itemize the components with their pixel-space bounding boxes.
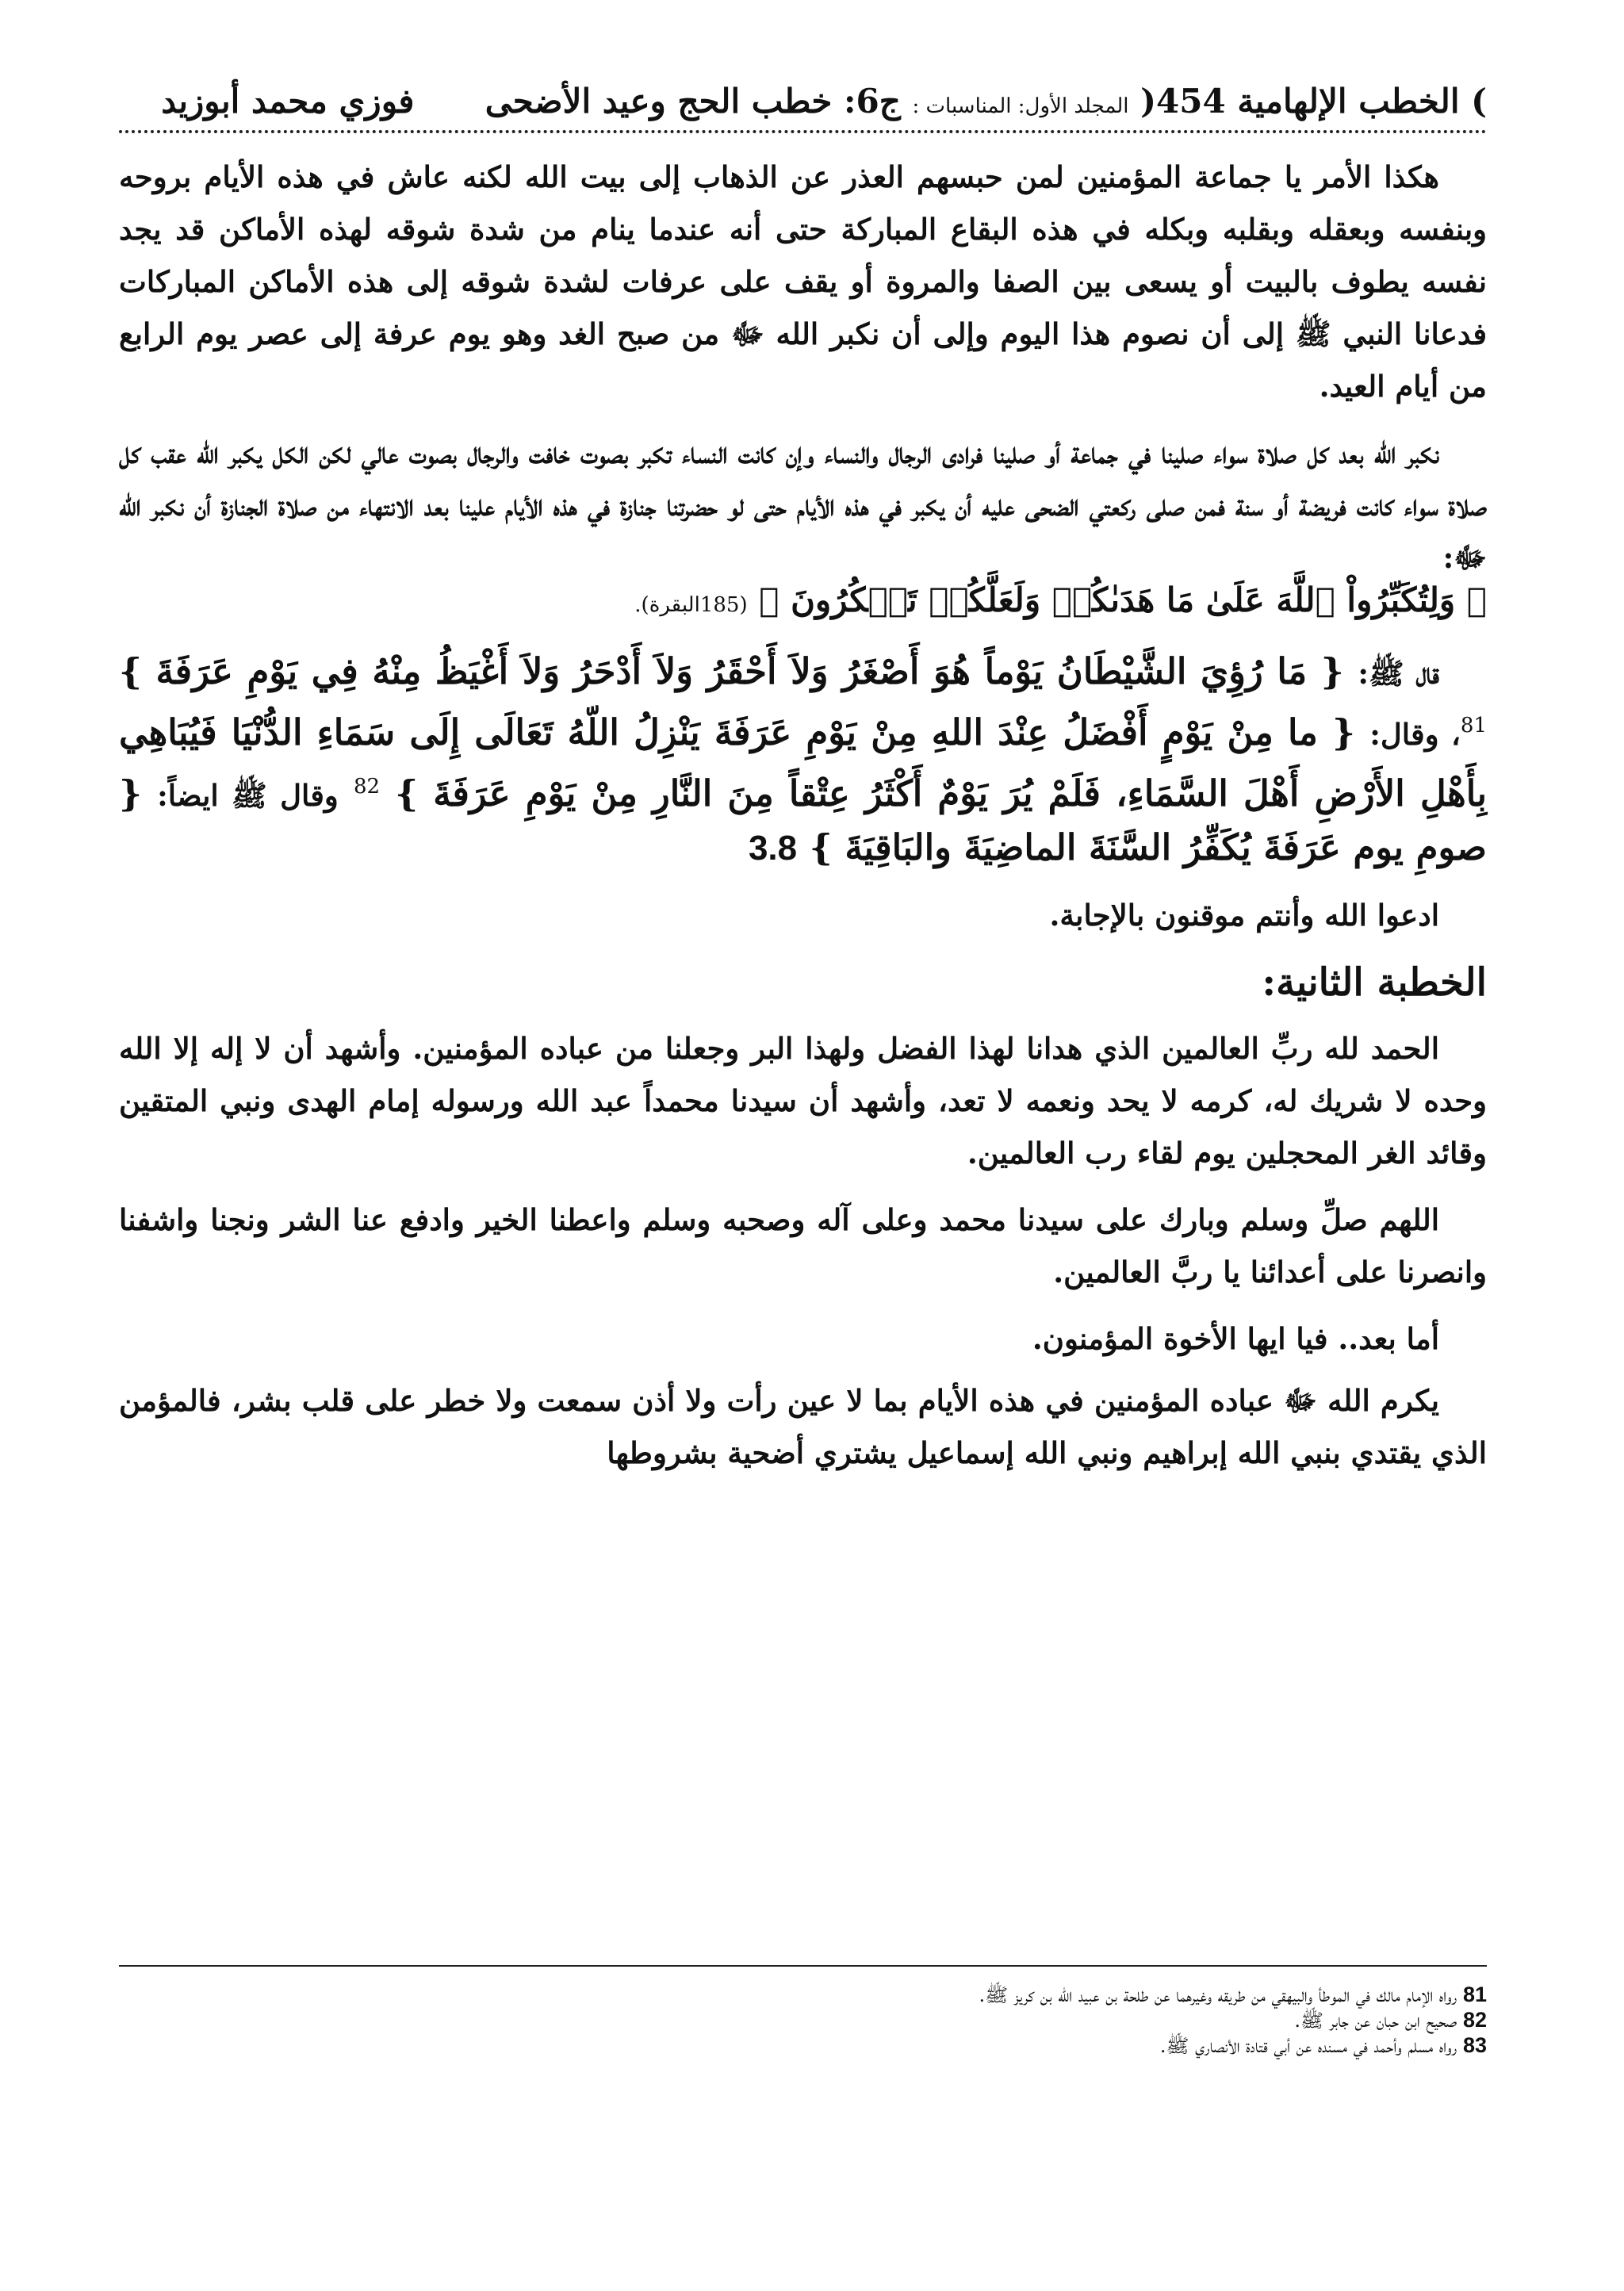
footnote-82: 82 صحيح ابن حبان عن جابر ﷺ. <box>1294 2008 1487 2032</box>
footnote-83: 83 رواه مسلم وأحمد في مسنده عن أبي قتادة الأنصاري ﷺ. <box>1159 2033 1487 2057</box>
quran-text: ﴿ وَلِتُكَبِّرُواْ ٱللَّهَ عَلَىٰ مَا هَدَىٰكُمۡ وَلَعَلَّكُمۡ تَشۡكُرُونَ ﴾ <box>759 580 1487 619</box>
paragraph-6: يكرم الله ﷻ عباده المؤمنين في هذه الأيام بما لا عين رأت ولا أذن سمعت ولا خطر على قلب بشر، فالمؤمن الذي يقتدي بنبي الله إبراهيم ونبي الله إسماعيل يشتري أضحية بشروطها <box>119 1383 1487 1470</box>
closing-line: ادعوا الله وأنتم موقنون بالإجابة. <box>1049 898 1439 933</box>
hadith-2: { ما مِنْ يَوْمٍ أَفْضَلُ عِنْدَ اللهِ مِنْ يَوْمِ عَرَفَةَ يَنْزِلُ اللّهُ تَعَالَى إِلَى سَمَاءِ الدُّنْيَا فَيُبَاهِي بِأَهْلِ الأَرْضِ أَهْلَ السَّمَاءِ، فَلَمْ يُرَ يَوْمٌ أَكْثَرُ عِتْقاً مِنَ النَّارِ مِنْ يَوْمِ عَرَفَةَ } <box>119 711 1487 814</box>
volume-label: المجلد الأول: المناسبات : <box>912 94 1129 118</box>
hadith-intro-1: قال ﷺ: <box>1358 656 1439 691</box>
hadith-intro-2: ، وقال: <box>1369 717 1461 752</box>
footnote-ref-83: 3.8 <box>748 829 798 868</box>
page-number: 454 <box>1156 82 1226 121</box>
footnote-ref-81: 81 <box>1460 714 1487 737</box>
paragraph-2: نكبر الله بعد كل صلاة سواء صلينا في جماعة أو صلينا فرادى الرجال والنساء وإن كانت النساء تكبر بصوت خافت والرجال بصوت عالي لكن الكل يكبر الله عقب كل صلاة سواء كانت فريضة أو سنة فمن صلى ركعتي الضحى عليه أن يكبر في هذه الأيام حتى لو حضرتنا جنازة في هذه الأيام علينا بعد الانتهاء من صلاة الجنازة أن نكبر الله ﷻ: <box>119 435 1487 575</box>
quran-verse <box>119 574 1487 631</box>
book-title: الخطب الإلهامية <box>1237 82 1460 121</box>
paragraph-1: هكذا الأمر يا جماعة المؤمنين لمن حبسهم العذر عن الذهاب إلى بيت الله لكنه عاش في هذه الأيام بروحه وبنفسه وبعقله وبقلبه وبكله في هذه البقاع المباركة حتى أنه عندما ينام من شدة شوقه لهذه الأماكن قد يجد نفسه يطوف بالبيت أو يسعى بين الصفا والمروة أو يقف على عرفات لشدة شوقه إلى هذه الأماكن المباركات فدعانا النبي ﷺ إلى أن نصوم هذا اليوم وإلى أن نكبر الله ﷻ من صبح الغد وهو يوم عرفة إلى عصر يوم الرابع من أيام العيد. <box>119 159 1487 404</box>
paragraph-3: الحمد لله ربِّ العالمين الذي هدانا لهذا الفضل ولهذا البر وجعلنا من عباده المؤمنين. وأشهد أن لا إله إلا الله وحده لا شريك له، كرمه لا يحد ونعمه لا تعد، وأشهد أن سيدنا محمداً عبد الله ورسوله إمام الهدى ونبي المتقين وقائد الغر المحجلين يوم لقاء رب العالمين. <box>119 1031 1487 1170</box>
hadith-block <box>119 646 1487 875</box>
footnote-81: 81 رواه الإمام مالك في الموطأ والبيهقي من طريقه وغيرهما عن طلحة بن عبيد الله بن كريز ﷺ. <box>979 1983 1487 2006</box>
main-content <box>119 151 1487 1493</box>
footnote-divider <box>119 1965 1487 1967</box>
hadith-3: { صومِ يوم عَرَفَةَ يُكَفِّرُ السَّنَةَ الماضِيَةَ والبَاقِيَةَ } <box>119 772 1487 868</box>
hadith-intro-3: وقال ﷺ ايضاً: <box>157 778 339 813</box>
paragraph-5: أما بعد.. فيا ايها الأخوة المؤمنون. <box>1032 1321 1439 1356</box>
hadith-1: { مَا رُؤِيَ الشَّيْطَانُ يَوْماً هُوَ أَصْغَرُ وَلاَ أَحْقَرُ وَلاَ أَدْحَرُ وَلاَ أَغْيَظُ مِنْهُ فِي يَوْمِ عَرَفَةَ } <box>119 650 1344 692</box>
footnote-ref-82: 82 <box>353 775 381 799</box>
paragraph-4: اللهم صلِّ وسلم وبارك على سيدنا محمد وعلى آله وصحبه وسلم واعطنا الخير وادفع عنا الشر ونجنا واشفنا وانصرنا على أعدائنا يا ربَّ العالمين. <box>119 1202 1487 1289</box>
footnotes <box>119 1983 1487 2059</box>
quran-reference: (185البقرة). <box>634 593 748 617</box>
author-name: فوزي محمد أبوزيد <box>161 82 415 121</box>
second-khutbah-heading: الخطبة الثانية: <box>1262 960 1487 1005</box>
part-title: خطب الحج وعيد الأضحى <box>485 82 833 121</box>
page-header: ) الخطب الإلهامية 454( المجلد الأول: المناسبات : ج6: خطب الحج وعيد الأضحى فوزي محمد أبوزيد <box>119 73 1487 133</box>
part-label: ج6: <box>844 82 901 121</box>
